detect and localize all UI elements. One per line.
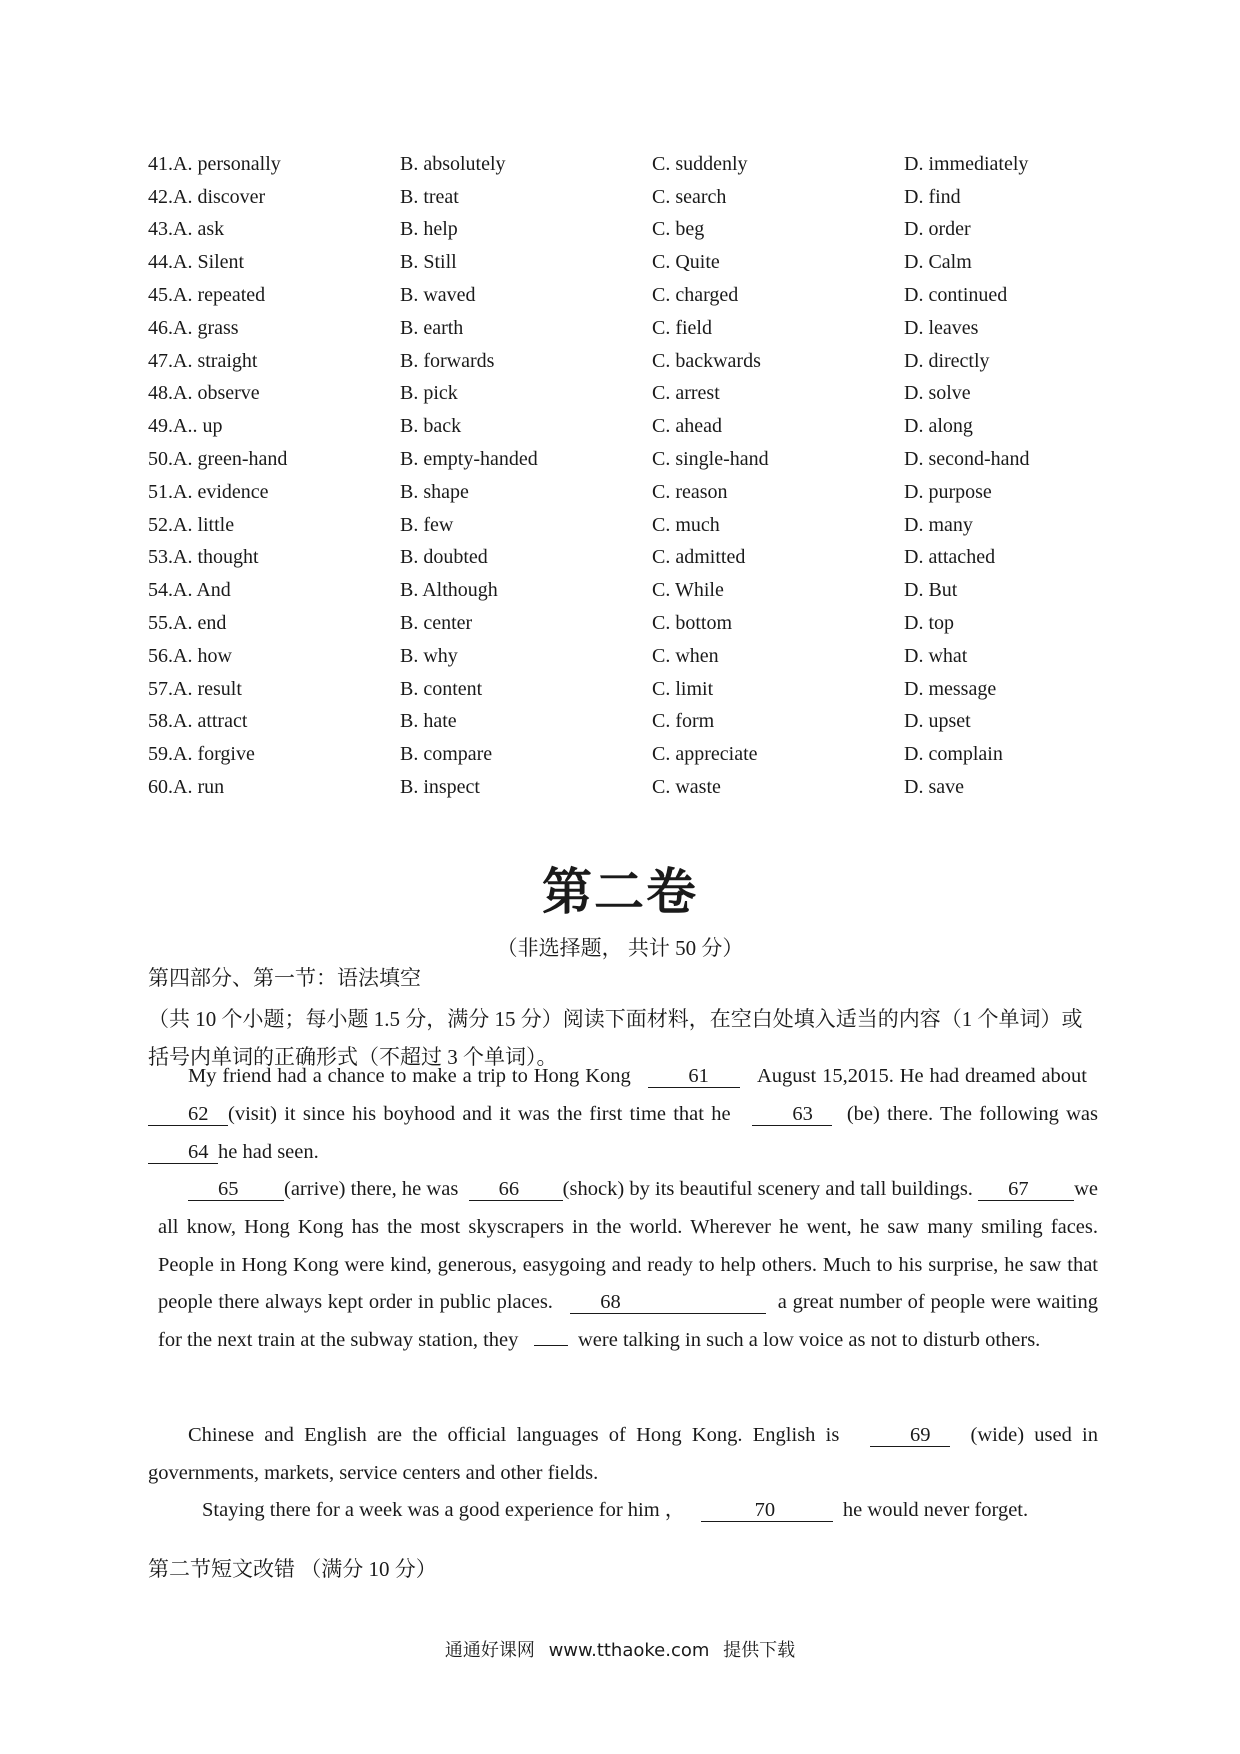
option-c[interactable]: C. limit: [652, 677, 714, 700]
option-a[interactable]: 48.A. observe: [148, 382, 260, 405]
option-row: [148, 312, 1088, 345]
option-row: [148, 378, 1088, 411]
blank-70[interactable]: 70: [701, 1499, 833, 1522]
option-a[interactable]: 43.A. ask: [148, 218, 225, 241]
option-row: [148, 181, 1088, 214]
section-heading: 第四部分、第一节：语法填空: [148, 966, 421, 990]
footer-site-name: 通通好课网: [444, 1640, 535, 1661]
blank-64[interactable]: 64: [148, 1141, 218, 1164]
section-instruction: （共 10 个小题；每小题 1.5 分，满分 15 分）阅读下面材料，在空白处填入适当的内容（1 个单词）或括号内单词的正确形式（不超过 3 个单词）。: [148, 1007, 1083, 1069]
option-b[interactable]: B. doubted: [400, 546, 488, 569]
option-d[interactable]: D. find: [904, 185, 961, 208]
passage-paragraph-1: [148, 1058, 1098, 1171]
option-d[interactable]: D. what: [904, 644, 968, 667]
passage-text: Staying there for a week was a good experience for him ，: [202, 1499, 686, 1521]
option-d[interactable]: D. solve: [904, 382, 971, 405]
option-c[interactable]: C. admitted: [652, 546, 746, 569]
footer: [0, 1636, 1240, 1662]
blank-62[interactable]: 62: [148, 1103, 228, 1126]
option-d[interactable]: D. attached: [904, 546, 996, 569]
passage-text: My friend had a chance to make a trip to Hong Kong: [188, 1065, 631, 1087]
option-b[interactable]: B. treat: [400, 185, 459, 208]
passage-text: he would never forget.: [842, 1499, 1029, 1521]
option-b[interactable]: B. shape: [400, 480, 469, 503]
option-c[interactable]: C. charged: [652, 284, 739, 307]
option-d[interactable]: D. continued: [904, 284, 1008, 307]
volume-title: 第二卷: [542, 863, 698, 921]
option-a[interactable]: 57.A. result: [148, 677, 242, 700]
footer-suffix: 提供下载: [723, 1640, 796, 1661]
passage-text: were talking in such a low voice as not to disturb others.: [578, 1329, 1041, 1352]
passage-paragraph-3: [148, 1417, 1098, 1493]
passage-text: we all know, Hong Kong has the most skyscrapers in the world. Wherever he went, he saw many smiling faces. People in Hong Kong were kind, generous, easygoing and ready to help others. Much to his surprise, he saw that people there always kept order in public places.: [158, 1178, 1099, 1314]
option-b[interactable]: B. forwards: [400, 349, 495, 372]
option-b[interactable]: B. Still: [400, 251, 457, 274]
option-c[interactable]: C. While: [652, 579, 724, 602]
option-a[interactable]: 52.A. little: [148, 513, 235, 536]
option-b[interactable]: B. inspect: [400, 776, 480, 799]
passage-text: August 15,2015. He had dreamed about: [756, 1065, 1088, 1087]
option-a[interactable]: 42.A. discover: [148, 185, 266, 208]
passage-text: (visit) it since his boyhood and it was the first time that he: [228, 1102, 731, 1125]
blank-68[interactable]: 68: [570, 1291, 766, 1314]
blank-unnumbered[interactable]: [534, 1345, 568, 1346]
option-c[interactable]: C. form: [652, 710, 715, 733]
option-d[interactable]: D. immediately: [904, 152, 1029, 175]
blank-61[interactable]: 61: [648, 1065, 740, 1088]
option-c[interactable]: C. much: [652, 513, 720, 536]
option-row: [148, 640, 1088, 673]
blank-66[interactable]: 66: [469, 1178, 563, 1201]
option-d[interactable]: D. leaves: [904, 316, 979, 339]
option-d[interactable]: D. directly: [904, 349, 990, 372]
passage-text: (wide) used in governments, markets, service centers and other fields.: [148, 1424, 1099, 1484]
option-c[interactable]: C. backwards: [652, 349, 761, 372]
option-d[interactable]: D. along: [904, 415, 973, 438]
blank-65[interactable]: 65: [188, 1178, 284, 1201]
option-row: [148, 246, 1088, 279]
volume-subtitle: （非选择题， 共计 50 分）: [496, 936, 744, 960]
option-b[interactable]: B. help: [400, 218, 458, 241]
section-2-heading: 第二节短文改错 （满分 10 分）: [148, 1557, 437, 1581]
option-c[interactable]: C. bottom: [652, 612, 733, 635]
option-a[interactable]: 49.A.. up: [148, 415, 223, 438]
option-b[interactable]: B. earth: [400, 316, 464, 339]
option-row: [148, 706, 1088, 739]
passage-paragraph-2: [158, 1171, 1098, 1360]
option-d[interactable]: D. save: [904, 776, 964, 799]
option-c[interactable]: C. single-hand: [652, 448, 769, 471]
option-c[interactable]: C. suddenly: [652, 152, 748, 175]
option-row: [148, 148, 1088, 181]
option-b[interactable]: B. waved: [400, 284, 476, 307]
option-d[interactable]: D. But: [904, 579, 958, 602]
option-d[interactable]: D. many: [904, 513, 973, 536]
option-d[interactable]: D. second-hand: [904, 448, 1030, 471]
option-row: [148, 574, 1088, 607]
passage-text: (shock) by its beautiful scenery and tall buildings.: [562, 1178, 973, 1200]
option-a[interactable]: 56.A. how: [148, 644, 232, 667]
passage-text: a great number of people were waiting for the next train at the subway station, they: [158, 1291, 1098, 1352]
option-b[interactable]: B. why: [400, 644, 458, 667]
blank-69[interactable]: 69: [870, 1424, 950, 1447]
option-c[interactable]: C. reason: [652, 480, 728, 503]
option-row: [148, 771, 1088, 804]
option-b[interactable]: B. pick: [400, 382, 458, 405]
option-row: [148, 476, 1088, 509]
option-a[interactable]: 46.A. grass: [148, 316, 239, 339]
blank-63[interactable]: 63: [752, 1103, 832, 1126]
option-c[interactable]: C. waste: [652, 776, 721, 799]
option-c[interactable]: C. search: [652, 185, 727, 208]
option-a[interactable]: 54.A. And: [148, 579, 231, 602]
option-a[interactable]: 58.A. attract: [148, 710, 248, 733]
option-a[interactable]: 59.A. forgive: [148, 743, 255, 766]
option-a[interactable]: 41.A. personally: [148, 152, 281, 175]
option-b[interactable]: B. empty-handed: [400, 448, 538, 471]
option-b[interactable]: B. center: [400, 612, 473, 635]
option-row: [148, 542, 1088, 575]
option-b[interactable]: B. back: [400, 415, 462, 438]
option-a[interactable]: 60.A. run: [148, 776, 225, 799]
option-row: [148, 509, 1088, 542]
passage-text: Chinese and English are the official languages of Hong Kong. English is: [188, 1424, 840, 1446]
footer-url[interactable]: www.tthaoke.com: [548, 1640, 710, 1661]
option-row: [148, 673, 1088, 706]
option-row: [148, 345, 1088, 378]
option-row: [148, 443, 1088, 476]
option-a[interactable]: 55.A. end: [148, 612, 227, 635]
option-c[interactable]: C. beg: [652, 218, 705, 241]
option-a[interactable]: 45.A. repeated: [148, 284, 266, 307]
option-c[interactable]: C. ahead: [652, 415, 722, 438]
passage-text: (be) there. The following was: [846, 1102, 1099, 1125]
option-b[interactable]: B. compare: [400, 743, 493, 766]
option-d[interactable]: D. upset: [904, 710, 971, 733]
passage-text: (arrive) there, he was: [284, 1178, 459, 1200]
option-row: [148, 607, 1088, 640]
option-c[interactable]: C. appreciate: [652, 743, 758, 766]
option-c[interactable]: C. Quite: [652, 251, 720, 274]
passage-text: he had seen.: [218, 1140, 319, 1163]
option-c[interactable]: C. field: [652, 316, 712, 339]
option-row: [148, 738, 1088, 771]
option-a[interactable]: 53.A. thought: [148, 546, 259, 569]
option-a[interactable]: 51.A. evidence: [148, 480, 269, 503]
option-d[interactable]: D. purpose: [904, 480, 992, 503]
option-a[interactable]: 44.A. Silent: [148, 251, 245, 274]
option-b[interactable]: B. few: [400, 513, 454, 536]
blank-67[interactable]: 67: [978, 1178, 1074, 1201]
option-d[interactable]: D. message: [904, 677, 997, 700]
option-b[interactable]: B. content: [400, 677, 483, 700]
option-d[interactable]: D. complain: [904, 743, 1003, 766]
option-b[interactable]: B. Although: [400, 579, 498, 602]
options-table: [148, 148, 1088, 804]
option-d[interactable]: D. top: [904, 612, 954, 635]
option-row: [148, 214, 1088, 247]
option-c[interactable]: C. when: [652, 644, 719, 667]
passage-paragraph-4: [148, 1492, 1098, 1530]
option-row: [148, 279, 1088, 312]
option-c[interactable]: C. arrest: [652, 382, 720, 405]
option-b[interactable]: B. hate: [400, 710, 457, 733]
option-a[interactable]: 50.A. green-hand: [148, 448, 288, 471]
option-d[interactable]: D. Calm: [904, 251, 972, 274]
option-b[interactable]: B. absolutely: [400, 152, 506, 175]
option-a[interactable]: 47.A. straight: [148, 349, 258, 372]
option-d[interactable]: D. order: [904, 218, 971, 241]
option-row: [148, 410, 1088, 443]
